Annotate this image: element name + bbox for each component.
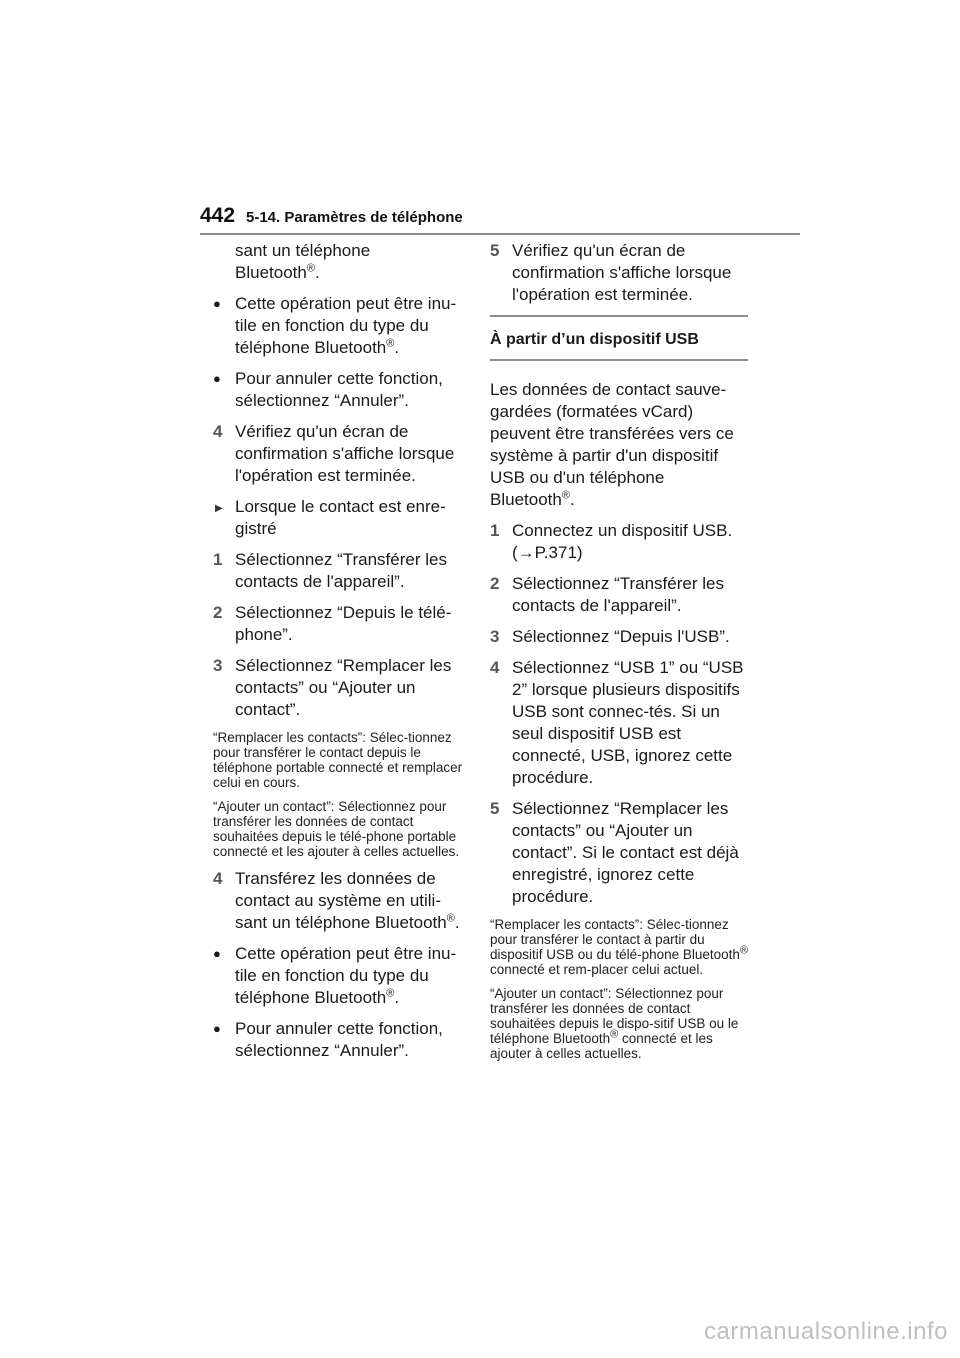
- bullet-note: ● Cette opération peut être inu-tile en fonction du type du téléphone Bluetooth®.: [213, 293, 465, 359]
- note-text: “Remplacer les contacts”: Sélec-tionnez pour transférer le contact à partir du dispositif USB ou du télé-phone Bluetooth® connecté et rem-placer celui actuel.: [490, 917, 749, 977]
- note-text: “Ajouter un contact”: Sélectionnez pour transférer les données de contact souhaitées depuis le télé-phone portable connecté et les ajouter à celles actuelles.: [213, 799, 460, 859]
- bullet-note: ● Pour annuler cette fonction, sélectionnez “Annuler”.: [213, 1018, 465, 1062]
- intro-paragraph: Les données de contact sauve-gardées (formatées vCard) peuvent être transférées vers ce système à partir d'un dispositif USB ou d'un téléphone Bluetooth®.: [490, 380, 734, 509]
- step-item: 4 Sélectionnez “USB 1” ou “USB 2” lorsque plusieurs dispositifs USB sont connec-tés. Si un seul dispositif USB est connecté, USB, ignorez cette procédure.: [490, 658, 744, 787]
- step-item: 2 Sélectionnez “Depuis le télé-phone”.: [213, 603, 452, 644]
- page-header: [200, 204, 800, 236]
- step-number: 1: [490, 521, 500, 540]
- step-number: 1: [213, 550, 223, 569]
- right-column: [490, 240, 752, 1070]
- section-title: 5-14. Paramètres de téléphone: [246, 209, 463, 226]
- step-number: 4: [213, 422, 223, 441]
- note-text: “Ajouter un contact”: Sélectionnez pour transférer les données de contact souhaitées depuis le dispo-sitif USB ou le téléphone Bluetooth® connecté et les ajouter à celles actuelles.: [490, 986, 739, 1061]
- step-item: 2 Sélectionnez “Transférer les contacts de l'appareil”.: [490, 574, 724, 615]
- step-number: 5: [490, 241, 500, 260]
- page-reference: (→P.371): [512, 543, 583, 562]
- bullet-note: ● Cette opération peut être inu-tile en fonction du type du téléphone Bluetooth®.: [213, 943, 465, 1009]
- note-text: “Remplacer les contacts”: Sélec-tionnez pour transférer le contact depuis le téléphone portable connecté et remplacer celui en cours.: [213, 730, 463, 790]
- header-divider: [200, 233, 800, 235]
- step-item: 1 Connectez un dispositif USB. (→P.371): [490, 521, 733, 562]
- subsection-heading: ▶ Lorsque le contact est enre-gistré: [213, 496, 465, 540]
- step-number: 3: [213, 656, 223, 675]
- step-item: 4 Vérifiez qu'un écran de confirmation s'affiche lorsque l'opération est terminée.: [213, 422, 455, 485]
- usb-subheading: À partir d’un dispositif USB: [490, 315, 748, 361]
- step-item: 3 Sélectionnez “Depuis l'USB”.: [490, 627, 730, 646]
- step-item: 5 Vérifiez qu'un écran de confirmation s'affiche lorsque l'opération est terminée.: [490, 241, 732, 304]
- continued-text: sant un téléphone Bluetooth®.: [235, 241, 371, 282]
- step-number: 4: [213, 869, 223, 888]
- left-column: [213, 240, 465, 1071]
- step-number: 5: [490, 799, 500, 818]
- step-number: 4: [490, 658, 500, 677]
- step-item: 1 Sélectionnez “Transférer les contacts de l'appareil”.: [213, 550, 447, 591]
- step-number: 2: [490, 574, 500, 593]
- step-item: 5 Sélectionnez “Remplacer les contacts” ou “Ajouter un contact”. Si le contact est déjà enregistré, ignorez cette procédure.: [490, 799, 739, 906]
- step-number: 2: [213, 603, 223, 622]
- step-number: 3: [490, 627, 500, 646]
- bullet-note: ● Pour annuler cette fonction, sélectionnez “Annuler”.: [213, 368, 465, 412]
- page-number: 442: [200, 204, 236, 227]
- step-item: 3 Sélectionnez “Remplacer les contacts” ou “Ajouter un contact”.: [213, 656, 452, 719]
- step-item: 4 Transférez les données de contact au système en utili-sant un téléphone Bluetooth®.: [213, 869, 460, 932]
- watermark: carmanualsonline.info: [704, 1318, 948, 1345]
